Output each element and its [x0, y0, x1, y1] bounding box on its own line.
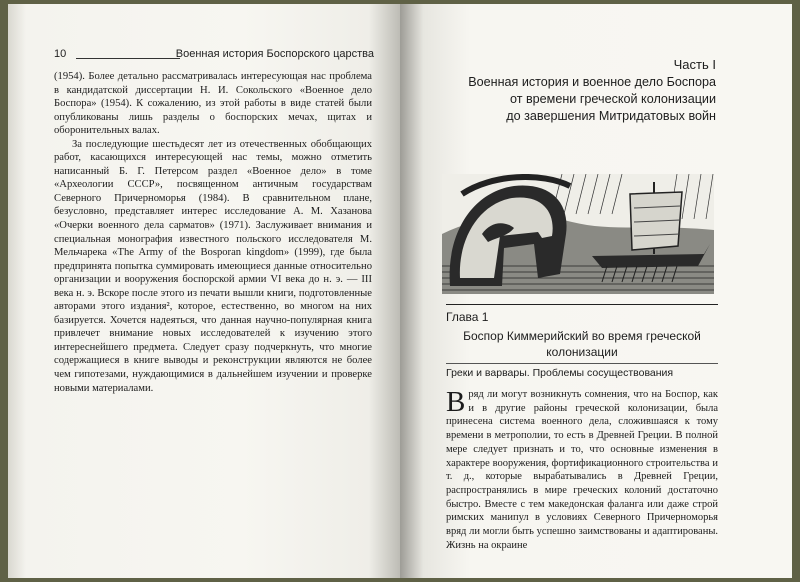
part-heading — [430, 56, 716, 125]
chapter-divider — [446, 304, 718, 305]
section-divider — [446, 363, 718, 364]
chapter-title — [446, 328, 718, 360]
running-head-title: Военная история Боспорского царства — [175, 48, 374, 60]
left-page — [8, 4, 400, 578]
part-title-line: от времени греческой колонизации — [509, 92, 716, 106]
right-body-text — [446, 388, 718, 552]
page-number: 10 — [54, 48, 67, 60]
body-text: ряд ли могут возникнуть сомнения, что на Боспор, как и в другие районы греческой колонизации, была принесена система военного дела, сложившаяся к тому времени в метрополии, то есть в Древней Греции. В полной мере следует признать и то, что основные изменения в характере вооружения, фортификационного строительства и т. д., которые вырабатывались в Древней Греции, распространялись в мире греческих колоний достаточно быстро. Вместе с тем македонская фаланга или даже строй римских манипул в условиях Северного Причерноморья вряд ли могли быть успешно заимствованы и адаптированы. Жизнь на окраине — [446, 389, 718, 551]
left-body-text — [54, 70, 372, 395]
paragraph: За последующие шестьдесят лет из отечественных обобщающих работ, касающихся интересующей нас темы, можно отметить написанный Б. Г. Петерсом раздел «Военное дело» в томе «Археологии СССР», посвященном античным государствам Северного Причерноморья (1984). В сравнительном плане, безусловно, представляет интерес исследование А. М. Хазанова «Очерки военного дела сарматов» (1971). Заслуживает внимания и специальная монография известного польского исследователя М. Мельчарека «The Army of the Bosporan kingdom» (1999), где была предпринята попытка суммировать имеющиеся данные относительно организации и вооружения боспорской армии VI века до н. э. — III века н. э. Вскоре после этого из печати вышли книги, подготовленные авторами этого издания², которое, естественно, во многом на них базируется. Хочется надеяться, что данная научно-популярная книга привлечет внимание новых исследователей к изучению этого интереснейшего предмета. Следует сразу подчеркнуть, что многие содержащиеся в книге выводы и реконструкции являются не более чем гипотезами, нуждающимися в дальнейшем изучении и проверке новыми материалами. — [54, 138, 372, 394]
part-label: Часть I — [673, 57, 716, 72]
right-page — [400, 4, 792, 578]
chapter-label: Глава 1 — [446, 310, 489, 324]
chapter-title-line: Боспор Киммерийский во время греческой — [463, 329, 701, 343]
part-title-line: до завершения Митридатовых войн — [506, 109, 716, 123]
section-title: Греки и варвары. Проблемы сосуществования — [446, 367, 674, 379]
chapter-title-line: колонизации — [546, 345, 618, 359]
paragraph — [446, 388, 718, 552]
drop-cap: В — [446, 386, 466, 418]
part-title-line: Военная история и военное дело Боспора — [468, 75, 716, 89]
running-header — [54, 48, 374, 64]
paragraph: (1954). Более детально рассматривалась интересующая нас проблема в кандидатской диссертации Н. И. Сокольского «Военное дело Боспора» (1954). К сожалению, из этой работы в виде статей были опубликованы лишь разделы о боспорских мечах, щитах и оборонительных валах. — [54, 71, 372, 137]
book-spread — [8, 4, 792, 578]
helmet-ship-illustration — [442, 174, 714, 294]
header-rule — [76, 58, 180, 59]
